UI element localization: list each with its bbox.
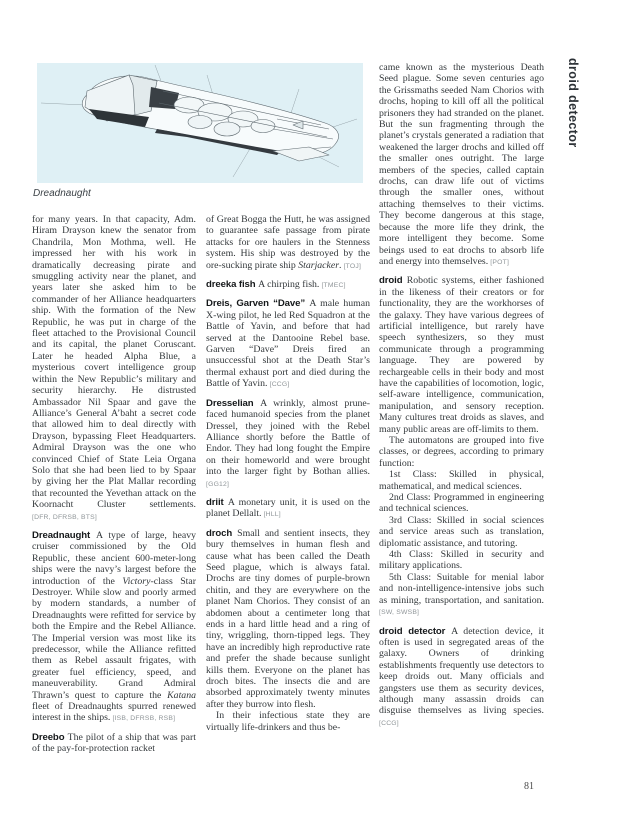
entry-headword: Dresselian [206,397,261,409]
body-text: 5th Class: Suitable for menial labor and non-intelligence-intensive jobs such as mining, transportation, and sanitation. [379,571,544,606]
paragraph [379,572,544,619]
body-text: In their infectious state they are virtually life-drinkers and thus be- [206,710,370,733]
source-citation: [TOJ] [341,262,362,270]
source-citation: [POT] [488,258,510,266]
source-citation: [DFR, DFRSB, BTS] [32,513,97,521]
paragraph [379,549,544,572]
entry-headword: droid detector [379,625,452,637]
source-citation: [GG12] [206,480,230,488]
italic-text: Katana [167,689,196,701]
body-text: for many years. In that capacity, Adm. Hiram Drayson knew the senator from Chandrila, Mon Mothma, well. He impressed her with his work in dramatically decreasing pirate and smuggling activity near the planet, and years later she asked him to be commander of her Alliance headquarters ship. With the formation of the New Republic, he was put in charge of the fleet attached to the Provisional Council and its capital, the planet Coruscant. Later he headed Alpha Blue, a mysterious covert intelligence group within the New Republic’s military and security hierarchy. He distrusted Ambassador Nil Spaar and gave the Alliance’s General A’baht a secret code that allowed him to deal directly with Drayson, bypassing Fleet Headquarters. Admiral Drayson was the one who convinced Chief of State Leia Organa Solo that she had been lied to by Spaar by giving her the Plat Mallar recording that recounted the Yevethan attack on the Koornacht Cluster settlements. [32,214,196,511]
italic-text: Starjacker [298,259,340,271]
figure-caption: Dreadnaught [33,188,91,199]
source-citation: [SW, SWSB] [379,609,420,617]
source-citation: [ISB, DFRSB, RSB] [110,715,176,723]
paragraph [206,214,370,272]
entry-headword: Dreebo [32,731,68,743]
body-text: Small and sentient insects, they bury themselves in human flesh and cause what has been called the Death Seed plague, which is always fatal. Drochs are tiny domes of purple-brown chitin, and they are everywhere on the planet Nam Chorios. They consist of an abdomen about a centimeter long that ends in a hard little head and a ring of tiny, wriggling, thorn-tipped legs. They have an incredibly high reproductive rate and prefer the shade because sunlight kills them. Everyone on the planet has droch bites. The insects die and are absorbed approximately twenty minutes after they burrow into flesh. [206,527,370,710]
body-text: A wrinkly, almost prune-faced humanoid species from the planet Dressel, they joined with the Rebel Alliance shortly before the Battle of Endor. They had long fought the Empire on their homeworld and were brought into the larger fight by Bothan allies. [206,397,370,478]
body-text: A male human X-wing pilot, he led Red Squadron at the Battle of Yavin, and before that had served at the Dantooine Rebel base. Garven “Dave” Dreis fired an unsuccessful shot at the Death Star’s thermal exhaust port and died during the Battle of Yavin. [206,298,370,390]
paragraph [32,214,196,523]
entry-dreeka-fish [206,279,370,291]
body-text: came known as the mysterious Death Seed plague. Some seven centuries ago the Grissmaths seeded Nam Chorios with drochs, hoping to kill off all the political prisoners they had stranded on the planet. But the sun fragmenting through the planet’s crystals generated a radiation that weakened the larger drochs and killed off the smaller ones outright. The large members of the species, called captain drochs, can draw life out of victims through the smaller ones, without attaching themselves to their victims. They become dangerous at this stage, because the more life they drink, the more intelligent they become. Some beings used to eat drochs to absorb life and energy into themselves. [379,62,544,267]
body-text: A type of large, heavy cruiser commissioned by the Old Republic, these ancient 600-meter-long ships were the navy’s largest before the introduction of the [32,529,196,587]
paragraph [379,515,544,549]
body-text: The automatons are grouped into five classes, or degrees, according to primary function: [379,435,544,469]
body-text: A chirping fish. [258,279,320,291]
body-text: 1st Class: Skilled in physical, mathematical, and medical sciences. [379,469,544,492]
italic-text: Victory [122,575,151,587]
body-text: 3rd Class: Skilled in social sciences and service areas such as translation, diplomatic assistance, and tutoring. [379,514,544,549]
body-text: A detection device, it often is used in segregated areas of the galaxy. Owners of drinking establishments frequently use detectors to keep droids out. Many officials and gangsters use them as security devices, although many assassin droids can disguise themselves as living species. [379,625,544,717]
entry-headword: Dreadnaught [32,529,96,541]
entry-headword: droch [206,527,238,539]
paragraph [379,435,544,469]
source-citation: [CCG] [379,719,399,727]
body-text: 2nd Class: Programmed in engineering and technical sciences. [379,492,544,515]
entry-headword: dreeka fish [206,279,259,291]
paragraph [379,469,544,492]
text-column-2 [206,214,370,733]
entry-headword: Dreis, Garven “Dave” [206,298,310,310]
entry-droch [206,528,370,711]
body-text: fleet of Dreadnaughts spurred renewed interest in the ships. [32,701,196,724]
running-head-tab: droid detector [566,58,580,148]
body-text: of Great Bogga the Hutt, he was assigned to guarantee safe passage from pirate attacks for ore haulers in the Stenness system. His ship was destroyed by the ore-sucking pirate ship [206,214,370,271]
paragraph [206,710,370,733]
body-text: -class Star Destroyer. While slow and poorly armed by modern standards, a number of Dreadnaughts were refitted for service by both the Empire and the Rebel Alliance. The Imperial version was most like its predecessor, while the Alliance refitted them as Rebel assault frigates, with greater fuel efficiency, speed, and maneuverability. Grand Admiral Thrawn’s quest to capture the [32,575,196,701]
entry-dreadnaught [32,530,196,725]
entry-dresselian [206,398,370,490]
paragraph [379,62,544,268]
entry-driit [206,497,370,521]
entry-headword: driit [206,496,228,508]
body-text: A monetary unit, it is used on the planet Dellalt. [206,496,370,520]
entry-headword: droid [379,275,407,287]
source-citation: [CCG] [267,381,290,389]
entry-droid [379,275,544,435]
body-text: . [339,259,342,271]
page-number: 81 [524,781,534,792]
paragraph [379,492,544,515]
dreadnaught-illustration [37,63,363,183]
entry-dreebo [32,732,196,755]
dreadnaught-ship-drawing [37,63,363,183]
body-text: The pilot of a ship that was part of the pay-for-protection racket [32,731,196,755]
source-citation: [HLL] [261,511,281,519]
entry-droid-detector [379,626,544,730]
source-citation: [TMEC] [319,282,346,290]
body-text: Robotic systems, either fashioned in the likeness of their creators or for functionality, they are the workhorses of the galaxy. They have various degrees of artificial intelligence, but rarely have speech synthesizers, so they must communicate through a programming language. They are powered by rechargeable cells in their body and most have the capabilities of locomotion, logic, self-aware intelligence, communication, manipulation, and sensory reception. Many cultures treat droids as slaves, and many public areas are off-limits to them. [379,275,545,435]
body-text: 4th Class: Skilled in security and military applications. [379,549,544,572]
entry-dreis-garven-dave [206,298,370,390]
text-column-3 [379,62,544,729]
text-column-1 [32,214,196,755]
